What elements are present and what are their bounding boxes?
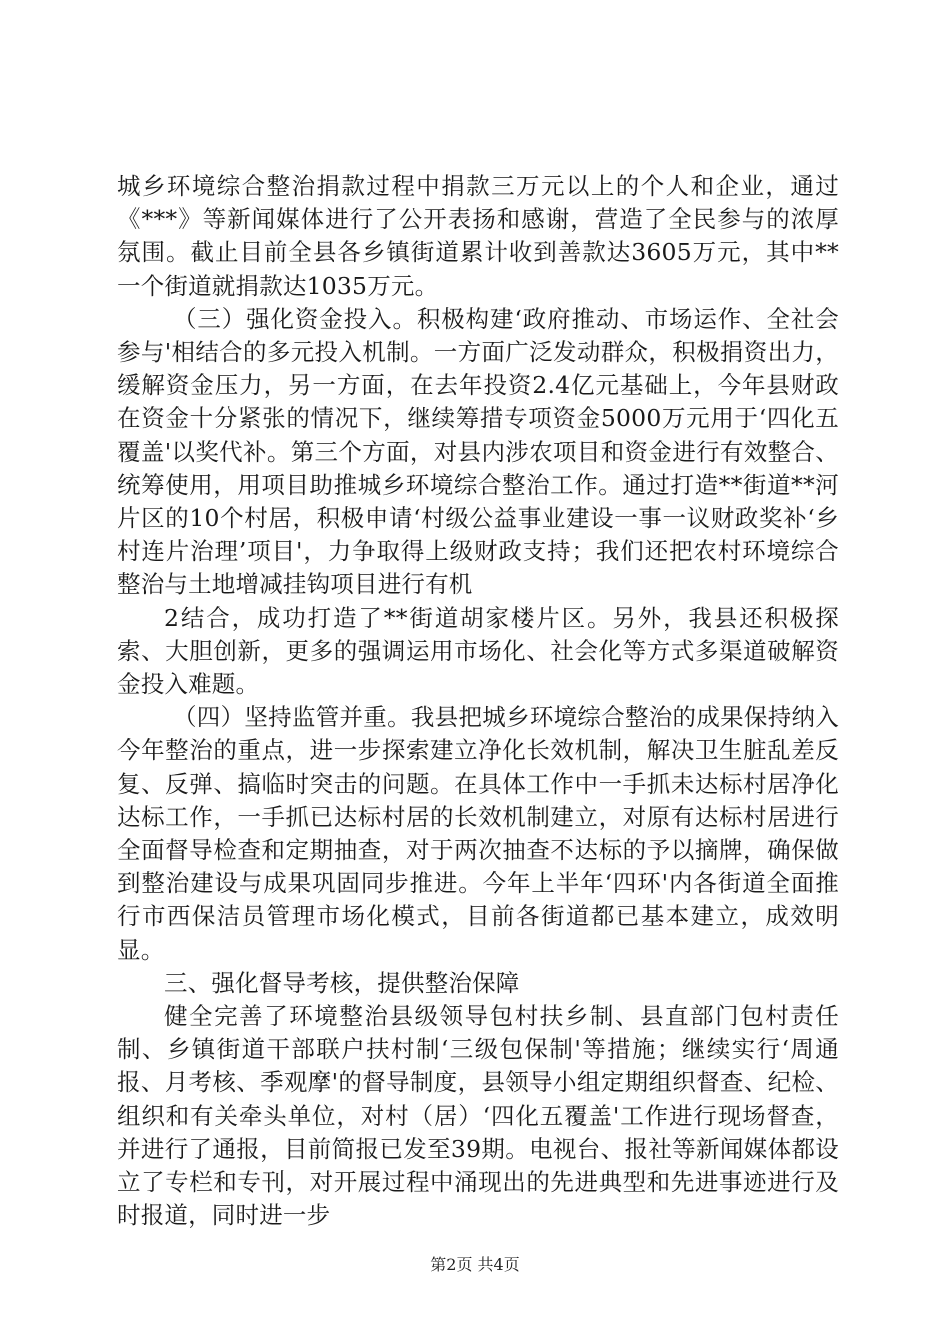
document-body	[117, 170, 839, 1233]
section-heading-three: 三、强化督导考核，提供整治保障	[164, 968, 520, 997]
paragraph-inspection-assessment: 健全完善了环境整治县级领导包村扶乡制、县直部门包村责任制、乡镇街道干部联户扶村制‘三级包保制'等措施；继续实行‘周通报、月考核、季观摩'的督导制度，县领导小组定期组织督查、纪检、组织和有关牵头单位，对村（居）‘四化五覆盖'工作进行现场督查，并进行了通报，目前简报已发至39期。电视台、报社等新闻媒体都设立了专栏和专刊，对开展过程中涌现出的先进典型和先进事迹进行及时报道，同时进一步	[117, 1002, 839, 1230]
paragraph-funding-investment: （三）强化资金投入。积极构建‘政府推动、市场运作、全社会参与'相结合的多元投入机制。一方面广泛发动群众，积极捐资出力，缓解资金压力，另一方面，在去年投资2.4亿元基础上，今年县财政在资金十分紧张的情况下，继续筹措专项资金5000万元用于‘四化五覆盖'以奖代补。第三个方面，对县内涉农项目和资金进行有效整合、统筹使用，用项目助推城乡环境综合整治工作。通过打造**街道**河片区的10个村居，积极申请‘村级公益事业建设一事一议财政奖补‘乡村连片治理’项目'，力争取得上级财政支持；我们还把农村环境综合整治与土地增减挂钩项目进行有机	[117, 304, 839, 599]
paragraph-supervision: （四）坚持监管并重。我县把城乡环境综合整治的成果保持纳入今年整治的重点，进一步探索建立净化长效机制，解决卫生脏乱差反复、反弹、搞临时突击的问题。在具体工作中一手抓未达标村居净化达标工作，一手抓已达标村居的长效机制建立，对原有达标村居进行全面督导检查和定期抽查，对于两次抽查不达标的予以摘牌，确保做到整治建设与成果巩固同步推进。今年上半年‘四环'内各街道全面推行市西保洁员管理市场化模式，目前各街道都已基本建立，成效明显。	[117, 703, 839, 964]
page-number-footer: 第2页 共4页	[430, 1255, 520, 1274]
paragraph-donation-summary: 城乡环境综合整治捐款过程中捐款三万元以上的个人和企业，通过《***》等新闻媒体进行了公开表扬和感谢，营造了全民参与的浓厚氛围。截止目前全县各乡镇街道累计收到善款达3605万元，其中**一个街道就捐款达1035万元。	[117, 172, 839, 300]
paragraph-funding-continued: 2结合，成功打造了**街道胡家楼片区。另外，我县还积极探索、大胆创新，更多的强调运用市场化、社会化等方式多渠道破解资金投入难题。	[117, 603, 839, 699]
